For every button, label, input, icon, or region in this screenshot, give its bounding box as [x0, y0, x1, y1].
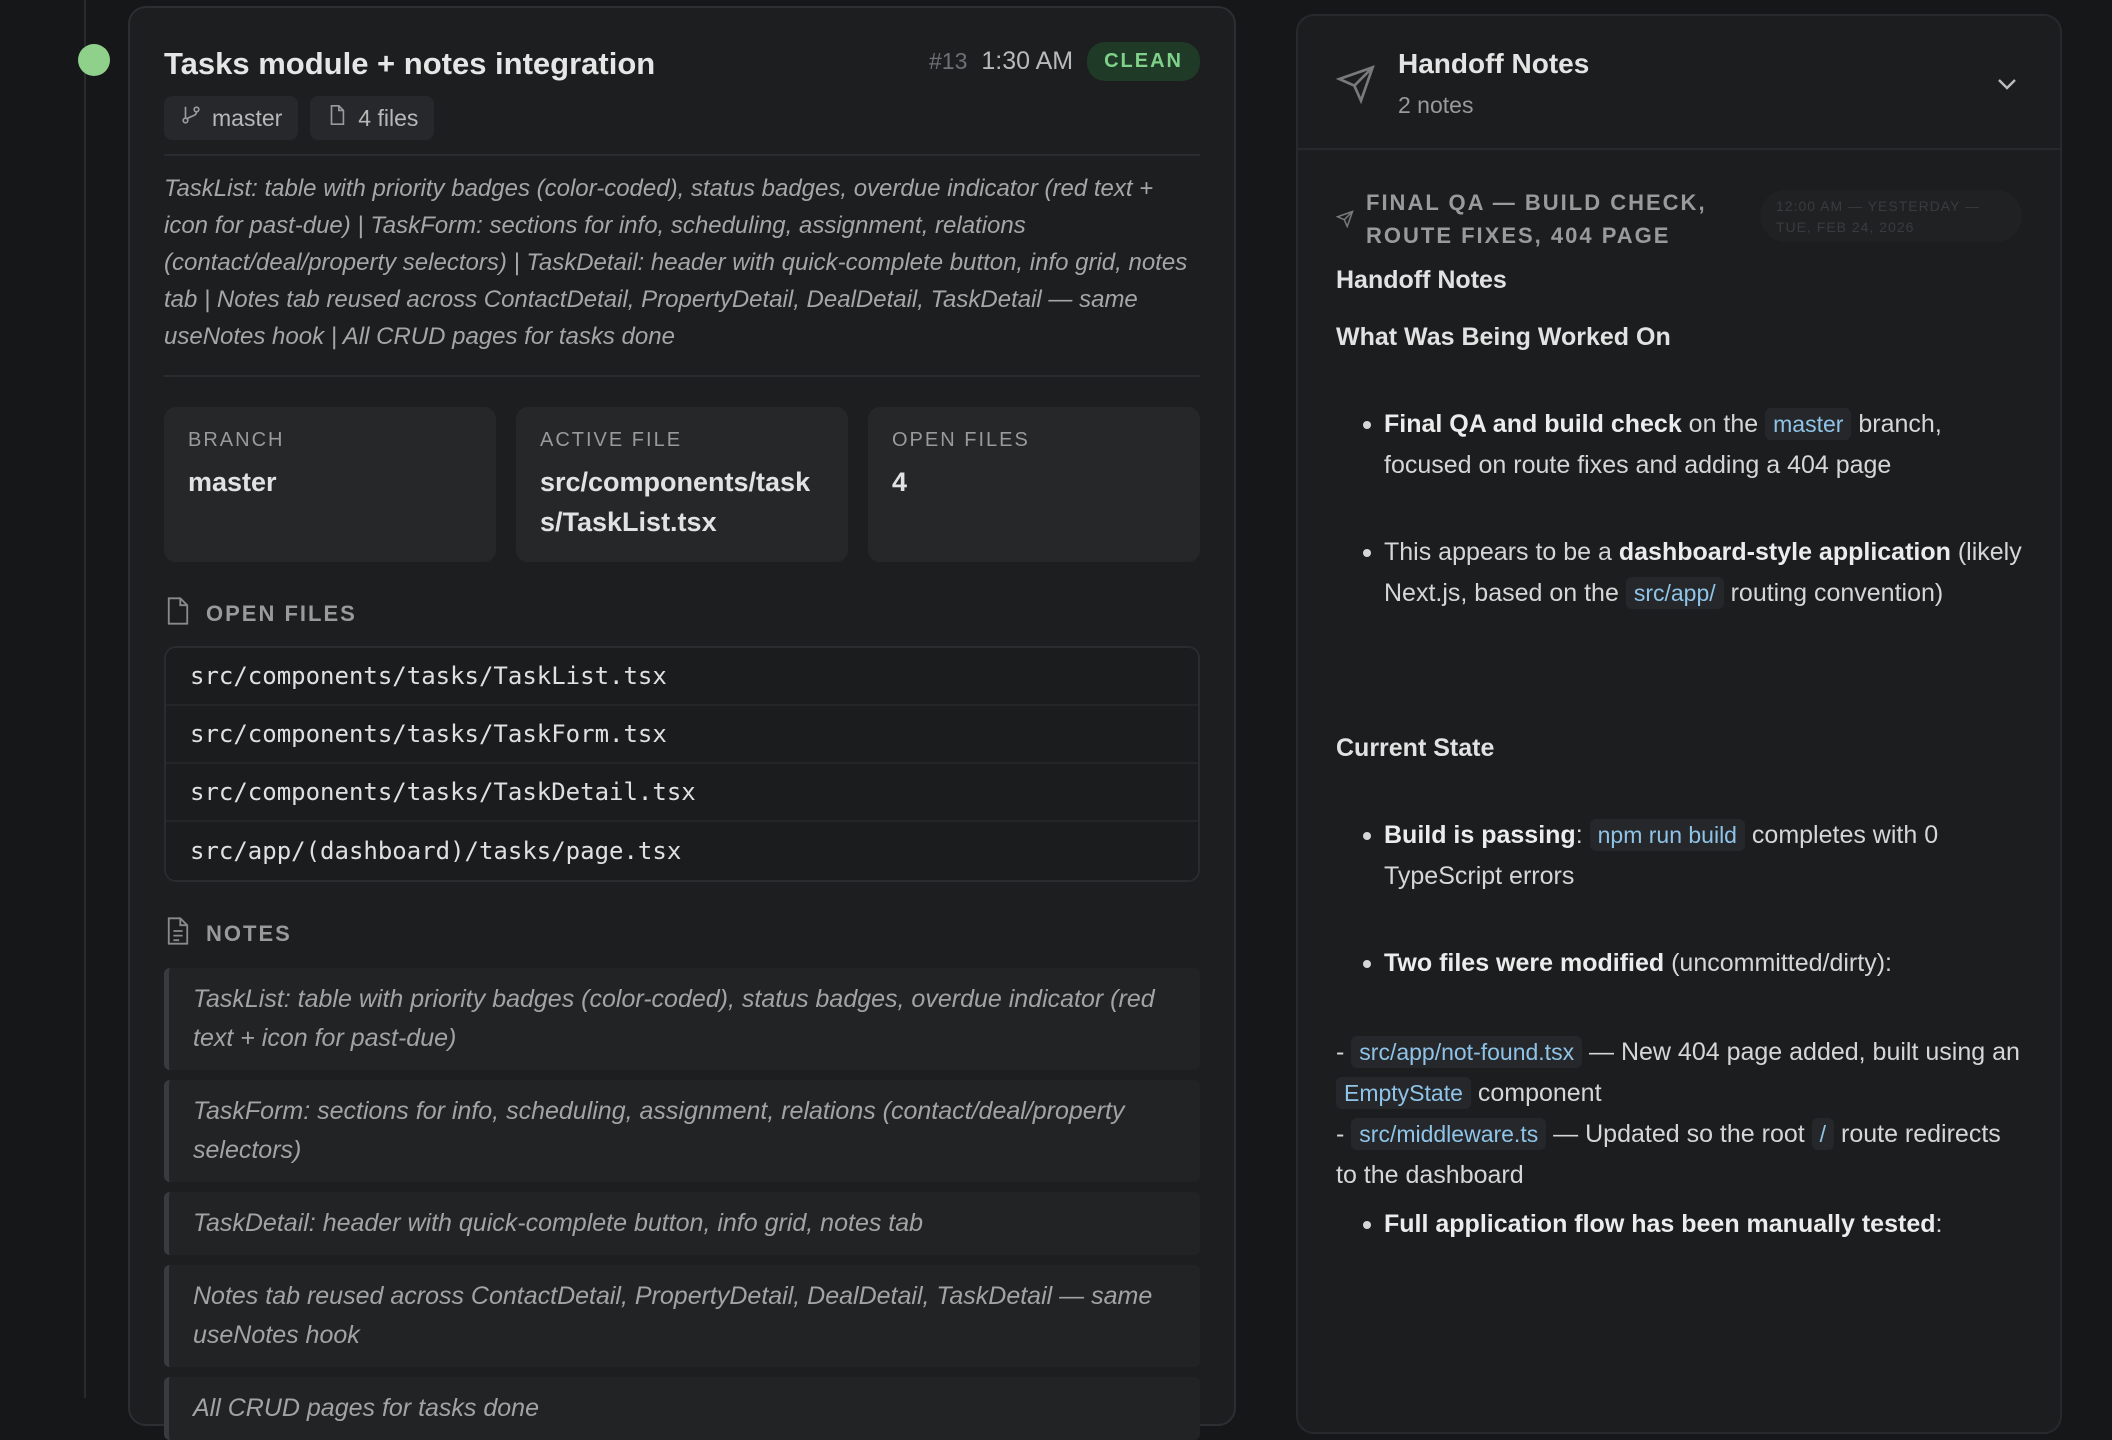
md-heading: Handoff Notes [1336, 266, 1507, 294]
md-list-item [1384, 532, 2022, 614]
open-files-heading [164, 596, 1200, 632]
md-text: (uncommitted/dirty): [1664, 949, 1892, 977]
md-text: route redirects to the dashboard [1336, 1120, 2001, 1189]
session-card [128, 6, 1236, 1426]
stat-label: ACTIVE FILE [540, 429, 683, 451]
status-badge: CLEAN [1087, 42, 1200, 81]
file-row[interactable]: src/components/tasks/TaskForm.tsx [166, 706, 1198, 764]
md-heading: What Was Being Worked On [1336, 323, 1671, 351]
session-number: #13 [929, 48, 968, 74]
md-text: component [1470, 1079, 1602, 1107]
handoff-count: 2 notes [1398, 92, 1474, 118]
session-chips [164, 96, 1200, 140]
stat-active-file [516, 407, 848, 562]
md-text: : [1935, 1210, 1943, 1238]
session-time: 1:30 AM [981, 47, 1074, 75]
stat-branch [164, 407, 496, 562]
md-text: (likely Next.js, based on the [1384, 538, 2022, 607]
session-header [164, 34, 1200, 94]
notes-heading-label: NOTES [206, 921, 292, 946]
branch-chip[interactable] [164, 96, 298, 140]
open-files-list [164, 646, 1200, 882]
md-list [1336, 1204, 2022, 1245]
stat-value: src/components/tasks/TaskList.tsx [540, 467, 811, 537]
divider [164, 154, 1200, 156]
md-paragraph [1336, 1032, 2022, 1114]
md-strong: Build is passing [1384, 821, 1576, 849]
session-summary: TaskList: table with priority badges (color-coded), status badges, overdue indicator (red text + icon for past-due) | TaskForm: sections for info, scheduling, assignment, relations (contact/deal/property selectors) | TaskDetail: header with quick-complete button, info grid, notes tab | Notes tab reused across ContactDetail, PropertyDetail, DealDetail, TaskDetail — same useNotes hook | All CRUD pages for tasks done [164, 175, 1188, 350]
md-strong: Two files were modified [1384, 949, 1665, 977]
timeline-line [84, 0, 86, 1398]
files-chip[interactable] [310, 96, 434, 140]
session-title: Tasks module + notes integration [164, 46, 656, 81]
md-list-item [1384, 404, 2022, 486]
md-text: branch, focused on route fixes and adding a 404 page [1384, 410, 1942, 479]
md-code: EmptyState [1336, 1077, 1471, 1109]
md-list [1336, 815, 2022, 984]
md-text: : [1575, 821, 1590, 849]
file-icon [326, 104, 348, 132]
md-heading: Current State [1336, 734, 1495, 762]
handoff-body [1298, 150, 2060, 1245]
md-strong: Full application flow has been manually tested [1384, 1210, 1936, 1238]
stats-row [164, 407, 1200, 562]
md-strong: dashboard-style application [1618, 538, 1951, 566]
handoff-title: Handoff Notes [1398, 48, 1590, 79]
note-item: TaskDetail: header with quick-complete button, info grid, notes tab [164, 1192, 1200, 1255]
md-text: - [1336, 1038, 1352, 1066]
md-code: / [1812, 1118, 1834, 1150]
handoff-entry-date: 12:00 AM — YESTERDAY — TUE, FEB 24, 2026 [1760, 190, 2022, 242]
files-chip-label: 4 files [358, 104, 419, 131]
md-paragraph [1336, 1114, 2022, 1196]
md-code: master [1765, 408, 1851, 440]
md-list-item [1384, 943, 2022, 984]
note-item: TaskList: table with priority badges (color-coded), status badges, overdue indicator (red text + icon for past-due) [164, 968, 1200, 1070]
note-item: Notes tab reused across ContactDetail, PropertyDetail, DealDetail, TaskDetail — same useNotes hook [164, 1265, 1200, 1367]
open-files-heading-label: OPEN FILES [206, 601, 357, 626]
md-code: src/app/ [1626, 577, 1724, 609]
document-icon [164, 916, 192, 952]
notes-heading [164, 916, 1200, 952]
file-icon [164, 596, 192, 632]
divider [164, 375, 1200, 377]
branch-chip-label: master [212, 104, 283, 131]
stat-label: OPEN FILES [892, 429, 1030, 451]
handoff-markdown [1336, 260, 2022, 1245]
handoff-header[interactable] [1298, 16, 2060, 150]
md-list-item [1384, 1204, 2022, 1245]
send-icon [1336, 64, 1376, 104]
notes-list [164, 968, 1200, 1440]
git-branch-icon [180, 104, 202, 132]
stat-value: 4 [892, 467, 908, 497]
session-meta [929, 42, 1200, 81]
md-code: npm run build [1590, 819, 1745, 851]
note-item: TaskForm: sections for info, scheduling, assignment, relations (contact/deal/property selectors) [164, 1080, 1200, 1182]
handoff-panel [1296, 14, 2062, 1434]
md-text: routing convention) [1723, 579, 1944, 607]
handoff-entry-header [1336, 186, 2022, 256]
md-code: src/middleware.ts [1351, 1118, 1546, 1150]
md-strong: Final QA and build check [1384, 410, 1682, 438]
md-code: src/app/not-found.tsx [1351, 1036, 1582, 1068]
stat-value: master [188, 467, 277, 497]
handoff-entry-title: FINAL QA — BUILD CHECK, ROUTE FIXES, 404 PAGE [1366, 190, 1707, 248]
stat-label: BRANCH [188, 429, 285, 451]
chevron-down-icon[interactable] [1994, 74, 2020, 94]
md-text: This appears to be a [1384, 538, 1619, 566]
md-text: — New 404 page added, built using an [1582, 1038, 2020, 1066]
md-text: completes with 0 TypeScript errors [1384, 821, 1939, 890]
md-list [1336, 404, 2022, 614]
file-row[interactable]: src/app/(dashboard)/tasks/page.tsx [166, 822, 1198, 880]
file-row[interactable]: src/components/tasks/TaskDetail.tsx [166, 764, 1198, 822]
note-item: All CRUD pages for tasks done [164, 1377, 1200, 1440]
md-text: — Updated so the root [1546, 1120, 1812, 1148]
stat-open-files [868, 407, 1200, 562]
file-row[interactable]: src/components/tasks/TaskList.tsx [166, 648, 1198, 706]
md-list-item [1384, 815, 2022, 897]
md-text: on the [1681, 410, 1766, 438]
timeline-status-dot [78, 44, 110, 76]
md-text: - [1336, 1120, 1352, 1148]
send-icon [1336, 206, 1354, 224]
